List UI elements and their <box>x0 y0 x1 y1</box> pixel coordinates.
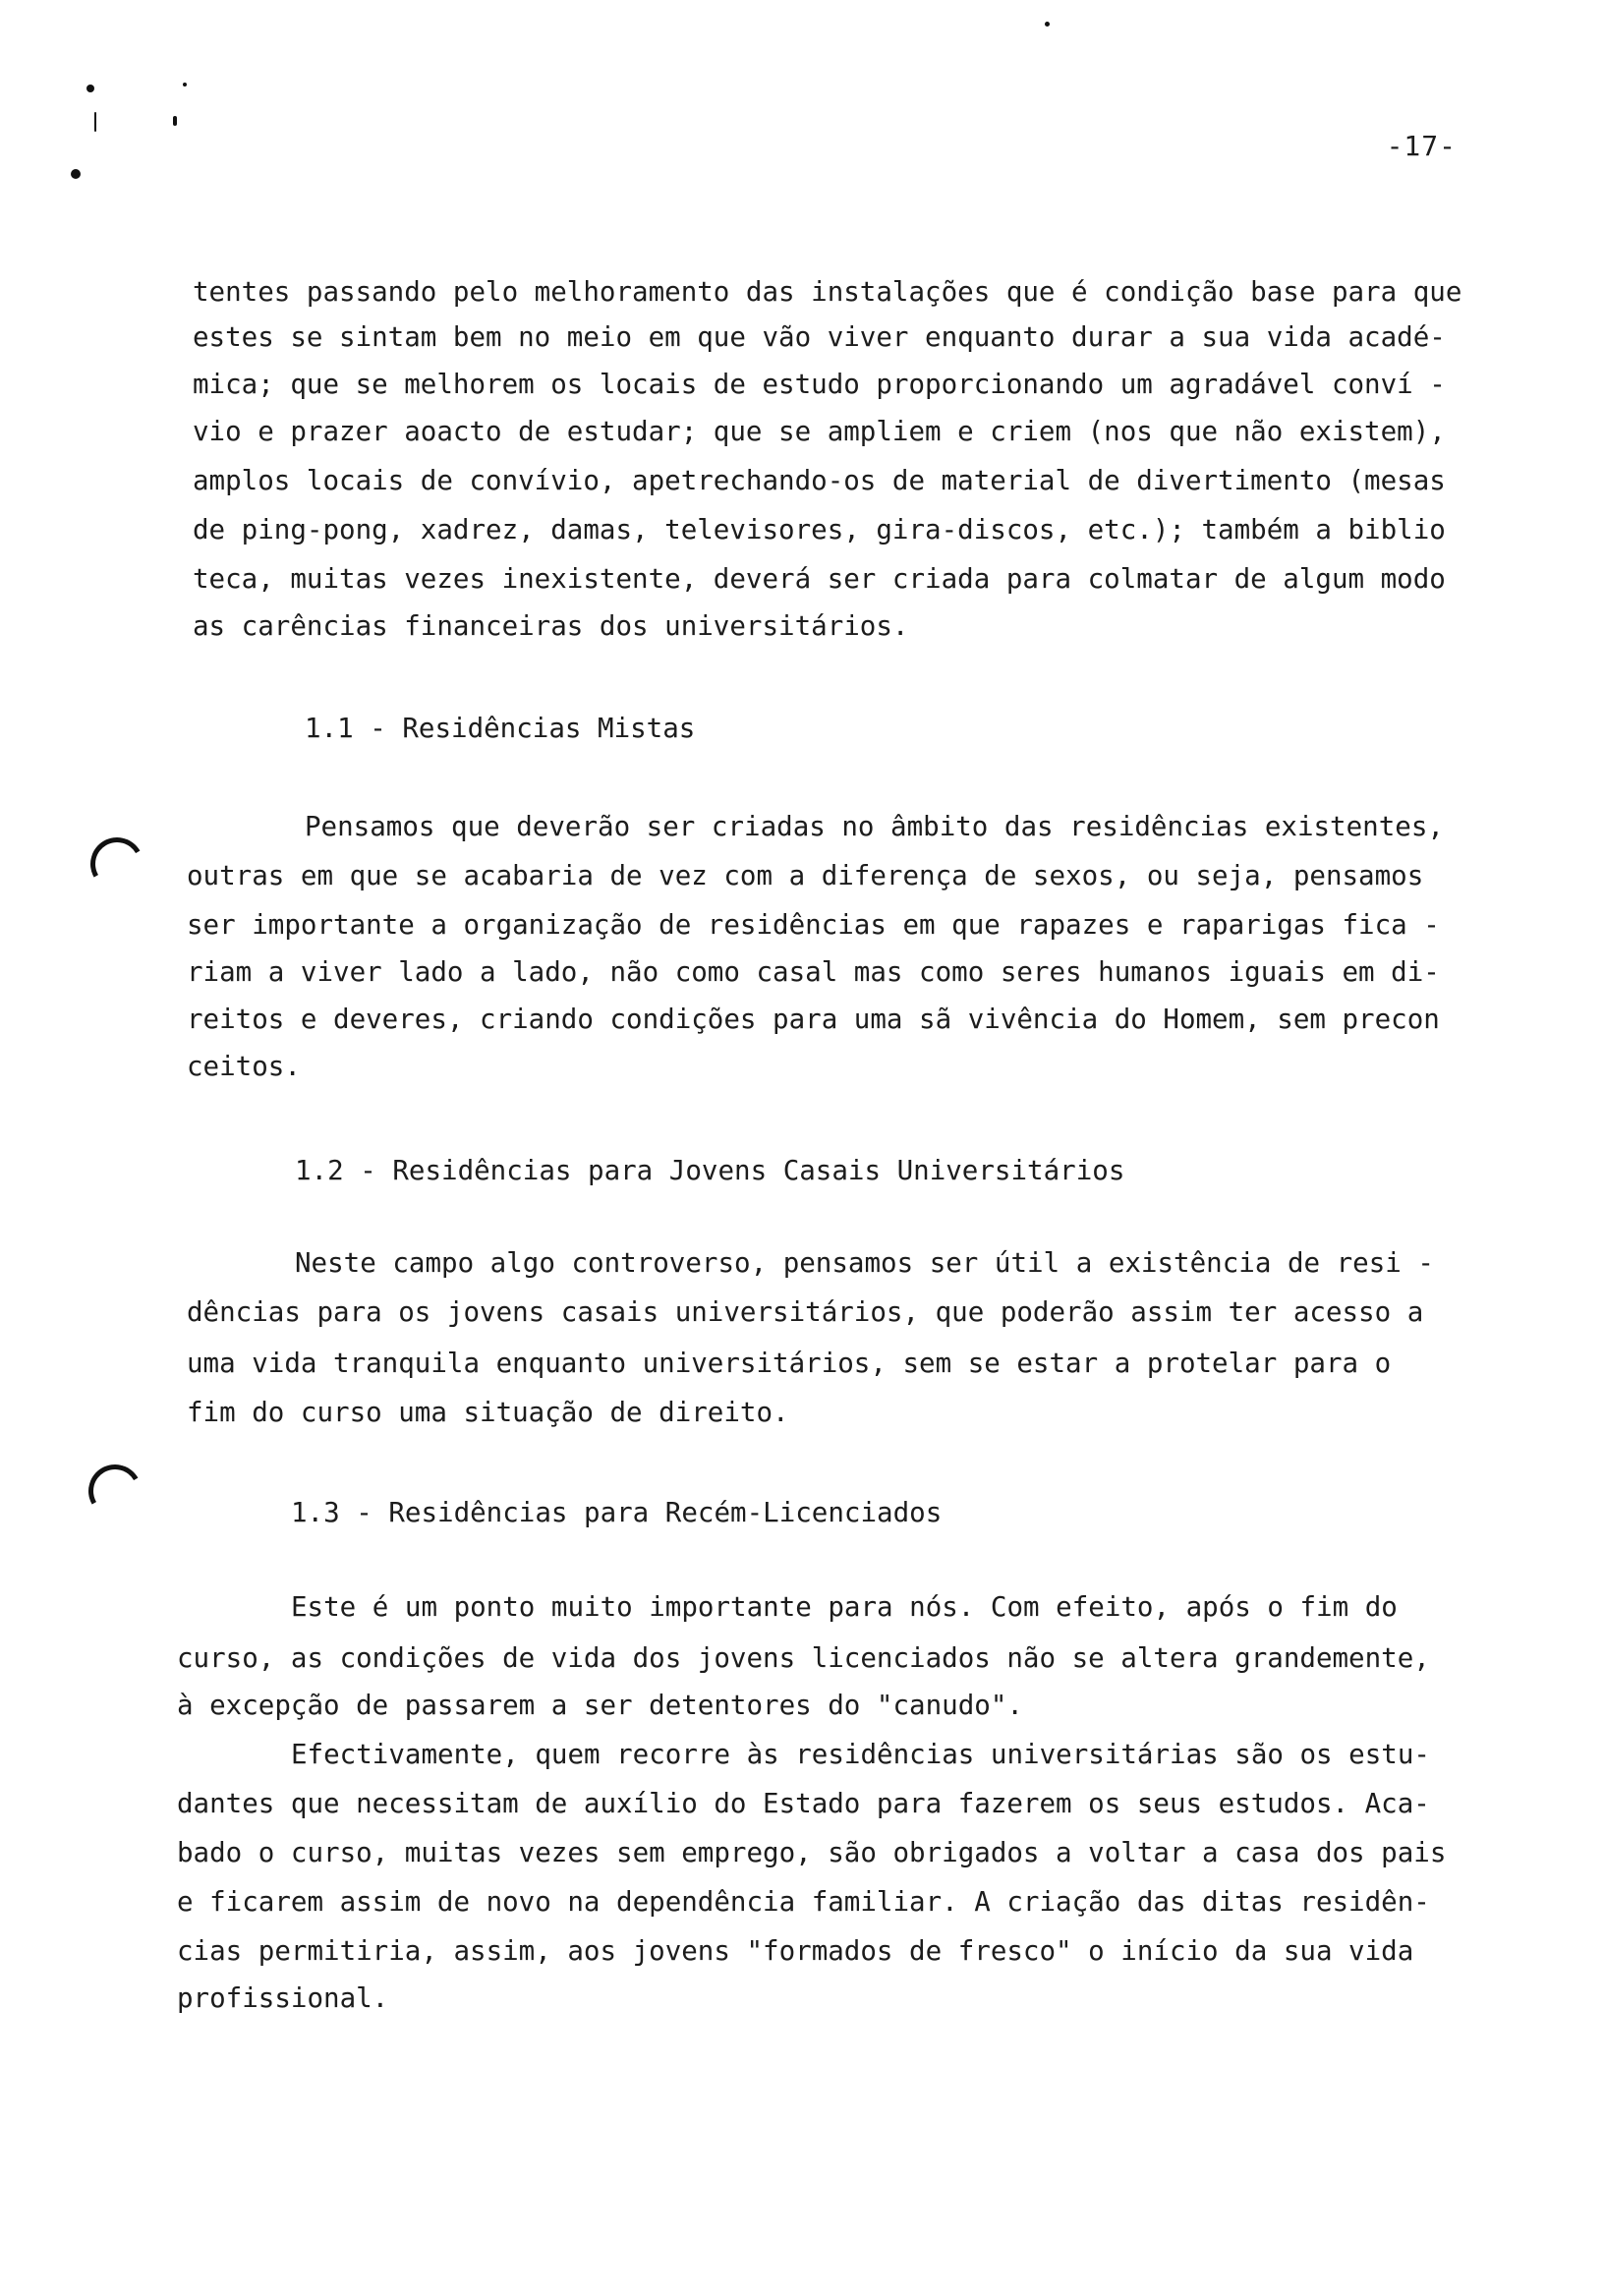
text-line: vio e prazer aoacto de estudar; que se ampliem e criem (nos que não existem), <box>193 416 1446 447</box>
text-line: curso, as condições de vida dos jovens licenciados não se altera grandemente, <box>177 1642 1430 1674</box>
punch-hole-mark <box>83 1459 147 1523</box>
page-number: -17- <box>1386 130 1457 162</box>
scan-speck <box>86 85 94 92</box>
text-line: Pensamos que deverão ser criadas no âmbito das residências existentes, <box>305 811 1444 842</box>
text-line: mica; que se melhorem os locais de estudo proporcionando um agradável conví - <box>193 369 1446 400</box>
text-line: riam a viver lado a lado, não como casal mas como seres humanos iguais em di- <box>187 956 1440 988</box>
text-line: ceitos. <box>187 1051 301 1082</box>
text-line: Neste campo algo controverso, pensamos ser útil a existência de resi - <box>295 1247 1434 1279</box>
text-line: e ficarem assim de novo na dependência familiar. A criação das ditas residên- <box>177 1886 1430 1918</box>
text-line: cias permitiria, assim, aos jovens "formados de fresco" o início da sua vida <box>177 1935 1414 1967</box>
scan-speck <box>71 169 81 179</box>
text-line: ser importante a organização de residências em que rapazes e raparigas fica - <box>187 909 1440 941</box>
text-line: fim do curso uma situação de direito. <box>187 1397 789 1428</box>
text-line: profissional. <box>177 1982 389 2014</box>
section-heading: 1.2 - Residências para Jovens Casais Universitários <box>295 1155 1125 1186</box>
punch-hole-mark <box>85 832 149 896</box>
text-line: estes se sintam bem no meio em que vão viver enquanto durar a sua vida acadé- <box>193 321 1446 353</box>
text-line: reitos e deveres, criando condições para uma sã vivência do Homem, sem precon <box>187 1004 1440 1035</box>
scan-speck <box>173 116 177 126</box>
scan-speck <box>1045 22 1050 27</box>
section-heading: 1.1 - Residências Mistas <box>305 713 696 744</box>
text-line: teca, muitas vezes inexistente, deverá ser criada para colmatar de algum modo <box>193 563 1446 595</box>
text-line: tentes passando pelo melhoramento das instalações que é condição base para que <box>193 276 1462 308</box>
section-heading: 1.3 - Residências para Recém-Licenciados <box>291 1497 943 1528</box>
text-line: dências para os jovens casais universitários, que poderão assim ter acesso a <box>187 1296 1424 1328</box>
text-line: uma vida tranquila enquanto universitários, sem se estar a protelar para o <box>187 1348 1392 1379</box>
text-line: à excepção de passarem a ser detentores do "canudo". <box>177 1690 1023 1721</box>
scan-speck <box>94 112 96 132</box>
text-line: as carências financeiras dos universitários. <box>193 610 909 642</box>
text-line: dantes que necessitam de auxílio do Estado para fazerem os seus estudos. Aca- <box>177 1788 1430 1819</box>
text-line: de ping-pong, xadrez, damas, televisores, gira-discos, etc.); também a biblio <box>193 514 1446 545</box>
text-line: Efectivamente, quem recorre às residências universitárias são os estu- <box>291 1739 1430 1770</box>
text-line: bado o curso, muitas vezes sem emprego, são obrigados a voltar a casa dos pais <box>177 1837 1447 1868</box>
text-line: Este é um ponto muito importante para nós. Com efeito, após o fim do <box>291 1591 1398 1623</box>
scan-speck <box>183 83 187 86</box>
text-line: outras em que se acabaria de vez com a diferença de sexos, ou seja, pensamos <box>187 860 1424 891</box>
text-line: amplos locais de convívio, apetrechando-os de material de divertimento (mesas <box>193 465 1446 496</box>
